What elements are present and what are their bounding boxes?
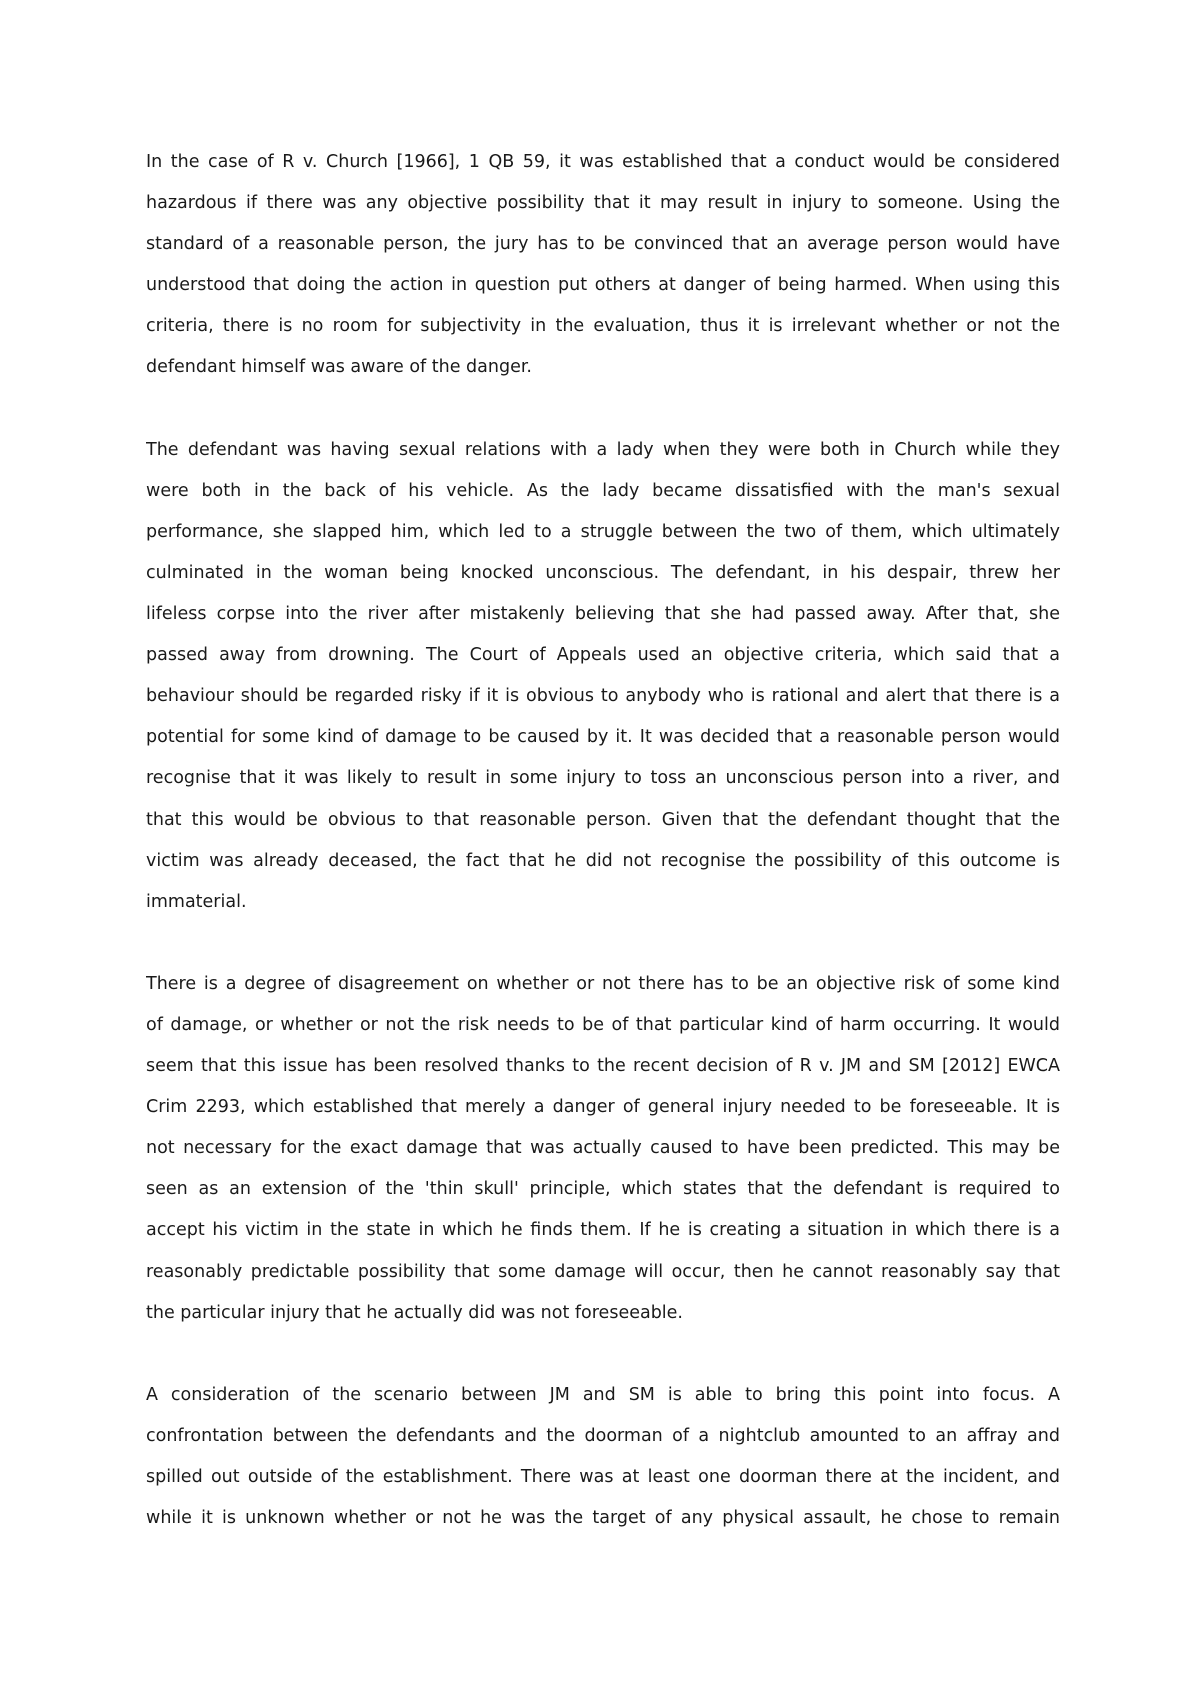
text-line: recognise that it was likely to result in some injury to toss an unconscious person into a river, and	[146, 768, 1060, 789]
text-line: A consideration of the scenario between JM and SM is able to bring this point into focus. A	[146, 1384, 1060, 1405]
text-line: that this would be obvious to that reasonable person. Given that the defendant thought that the	[146, 809, 1060, 830]
text-line: hazardous if there was any objective possibility that it may result in injury to someone. Using the	[146, 193, 1060, 214]
text-line: not necessary for the exact damage that was actually caused to have been predicted. This may be	[146, 1138, 1060, 1159]
text-line: behaviour should be regarded risky if it is obvious to anybody who is rational and alert that there is a	[146, 686, 1060, 707]
text-line: understood that doing the action in question put others at danger of being harmed. When using this	[146, 275, 1060, 296]
document-body	[146, 142, 1060, 1580]
text-line: while it is unknown whether or not he was the target of any physical assault, he chose to remain	[146, 1508, 1060, 1529]
text-line: confrontation between the defendants and the doorman of a nightclub amounted to an affray and	[146, 1425, 1060, 1446]
text-line: In the case of R v. Church [1966], 1 QB 59, it was established that a conduct would be considered	[146, 152, 1060, 172]
text-line: accept his victim in the state in which he finds them. If he is creating a situation in which there is a	[146, 1220, 1060, 1241]
text-line: performance, she slapped him, which led to a struggle between the two of them, which ultimately	[146, 521, 1060, 542]
text-line: the particular injury that he actually did was not foreseeable.	[146, 1302, 683, 1323]
text-line: of damage, or whether or not the risk needs to be of that particular kind of harm occurring. It would	[146, 1014, 1060, 1035]
paragraph-jm-and-sm-risk	[146, 964, 1060, 1334]
text-line: standard of a reasonable person, the jury has to be convinced that an average person would have	[146, 234, 1060, 255]
paragraph-jm-and-sm-scenario	[146, 1375, 1060, 1539]
text-line: seem that this issue has been resolved thanks to the recent decision of R v. JM and SM [2012] EWCA	[146, 1056, 1060, 1077]
text-line: defendant himself was aware of the danger.	[146, 357, 532, 378]
text-line: There is a degree of disagreement on whether or not there has to be an objective risk of some kind	[146, 973, 1060, 994]
paragraph-r-v-church	[146, 142, 1060, 389]
text-line: reasonably predictable possibility that some damage will occur, then he cannot reasonably say that	[146, 1261, 1060, 1282]
text-line: were both in the back of his vehicle. As the lady became dissatisfied with the man's sexual	[146, 480, 1060, 501]
text-line: culminated in the woman being knocked unconscious. The defendant, in his despair, threw her	[146, 562, 1060, 583]
text-line: victim was already deceased, the fact that he did not recognise the possibility of this outcome is	[146, 850, 1060, 871]
text-line: lifeless corpse into the river after mistakenly believing that she had passed away. After that, she	[146, 604, 1060, 625]
text-line: Crim 2293, which established that merely a danger of general injury needed to be foreseeable. It is	[146, 1097, 1060, 1118]
text-line: potential for some kind of damage to be caused by it. It was decided that a reasonable person would	[146, 727, 1060, 748]
paragraph-church-facts	[146, 430, 1060, 923]
text-line: passed away from drowning. The Court of Appeals used an objective criteria, which said that a	[146, 645, 1060, 666]
text-line: The defendant was having sexual relations with a lady when they were both in Church while they	[146, 439, 1060, 460]
text-line: immaterial.	[146, 891, 247, 912]
text-line: criteria, there is no room for subjectivity in the evaluation, thus it is irrelevant whether or not the	[146, 316, 1060, 337]
text-line: seen as an extension of the 'thin skull' principle, which states that the defendant is required to	[146, 1179, 1060, 1200]
text-line: spilled out outside of the establishment. There was at least one doorman there at the incident, and	[146, 1467, 1060, 1487]
